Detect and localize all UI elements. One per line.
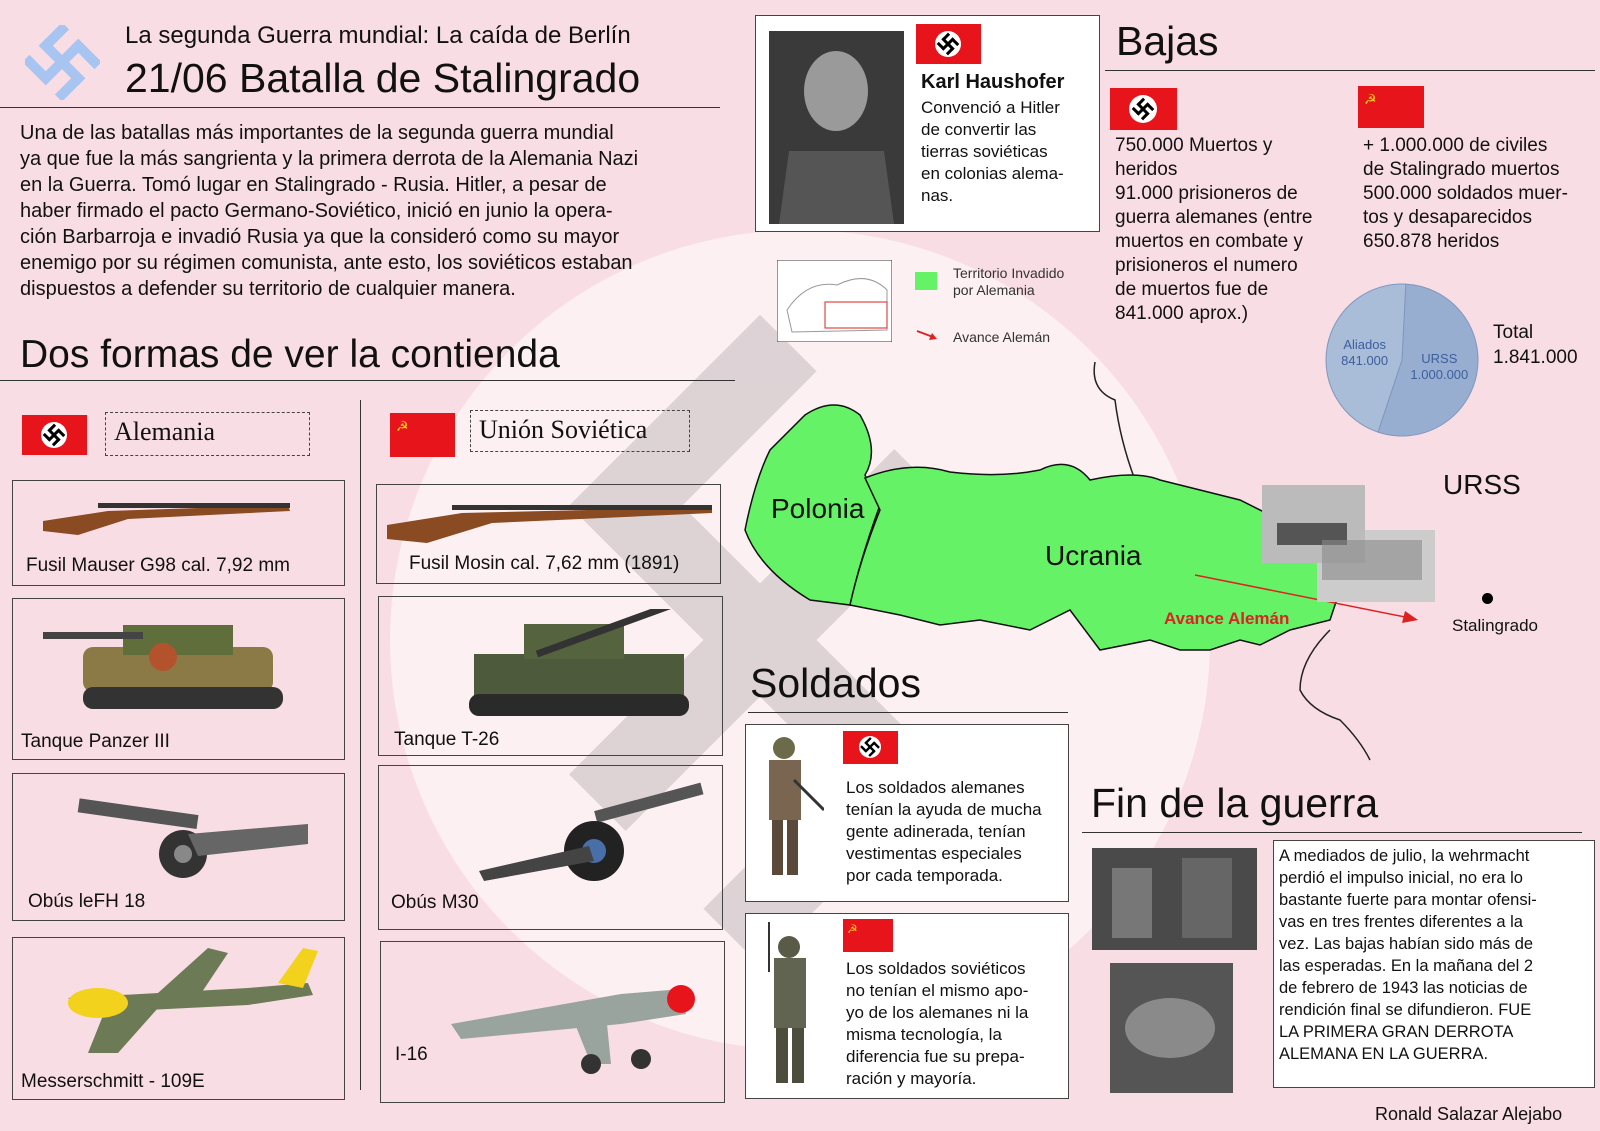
germany-howitzer-card: Obús leFH 18	[12, 773, 345, 921]
soviet-flag-icon	[843, 919, 893, 952]
nazi-flag-icon	[916, 24, 981, 64]
nazi-flag-icon	[843, 731, 898, 764]
pie-label-aliados: Aliados	[1343, 336, 1386, 352]
pie-label-urss: URSS	[1421, 351, 1458, 367]
territory-legend-swatch	[915, 272, 937, 290]
pie-value-aliados: 841.000	[1341, 352, 1389, 368]
column-divider	[360, 400, 361, 1090]
rifle-icon	[38, 491, 293, 536]
soviet-flag-icon	[1358, 86, 1424, 128]
pie-total: Total 1.841.000	[1493, 322, 1578, 368]
german-casualties: 750.000 Muertos y heridos 91.000 prisioneros de guerra alemanes (entre muertos en combate y prisioneros el numero de muertos fue de 841.000 aprox.)	[1115, 135, 1313, 324]
german-soldier-image	[754, 730, 824, 890]
pie-value-urss: 1.000.000	[1410, 367, 1469, 383]
rifle-icon	[382, 495, 717, 545]
advance-legend-label: Avance Alemán	[953, 329, 1051, 345]
stalingrado-dot	[1482, 593, 1493, 604]
map-label-ucrania: Ucrania	[1045, 540, 1142, 571]
comparison-heading: Dos formas de ver la contienda	[20, 333, 560, 376]
author: Ronald Salazar Alejabo	[1375, 1104, 1563, 1124]
soldados-heading: Soldados	[750, 660, 921, 706]
howitzer-icon	[73, 784, 313, 884]
haushofer-card: Karl Haushofer Convenció a Hitler de convertir las tierras soviéticas en colonias alema- nas.	[755, 15, 1100, 232]
arrow-legend-icon	[915, 328, 940, 342]
soviet-plane-card: I-16	[380, 941, 725, 1103]
soviet-soldier-card: ☭ Los soldados soviéticos no tenían el mismo apo- yo de los alemanes ni la misma tecnología, la diferencia fue su prepa- ración y mayoría.	[745, 913, 1069, 1099]
war-photo-2	[1110, 963, 1233, 1093]
nazi-flag-icon	[1110, 88, 1177, 130]
portrait-photo	[769, 31, 904, 224]
howitzer-icon	[474, 776, 714, 891]
territory-legend-label: Territorio Invadido por Alemania	[953, 265, 1065, 298]
tank-icon	[43, 607, 313, 717]
europe-minimap	[777, 260, 892, 342]
german-soldier-card: Los soldados alemanes tenían la ayuda de mucha gente adinerada, tenían vestimentas especiales por cada temporada.	[745, 724, 1069, 902]
nazi-flag-icon	[22, 415, 87, 455]
soviet-howitzer-card: Obús M30	[378, 765, 723, 930]
svg-text:☭: ☭	[1364, 92, 1377, 108]
soviet-casualties: + 1.000.000 de civiles de Stalingrado muertos 500.000 soldados muer- tos y desaparecidos 650.878 heridos	[1363, 135, 1568, 252]
soviet-tank-card: Tanque T-26	[378, 596, 723, 756]
fin-heading: Fin de la guerra	[1091, 780, 1379, 826]
map-arrow-label: Avance Alemán	[1164, 609, 1290, 628]
page-title: 21/06 Batalla de Stalingrado	[125, 55, 641, 101]
casualties-pie-chart	[1322, 280, 1482, 440]
page-subtitle: La segunda Guerra mundial: La caída de Berlín	[125, 22, 631, 49]
soviet-soldier-image	[754, 922, 824, 1092]
germany-rifle-card: Fusil Mauser G98 cal. 7,92 mm	[12, 480, 345, 586]
svg-text:☭: ☭	[396, 419, 409, 435]
map-label-urss: URSS	[1443, 469, 1521, 500]
soviet-flag-icon	[390, 413, 455, 457]
germany-tank-card: Tanque Panzer III	[12, 598, 345, 760]
swastika-logo-icon	[25, 25, 100, 100]
soviet-label: Unión Soviética	[470, 410, 690, 452]
plane-icon	[441, 954, 711, 1074]
fin-text-box: A mediados de julio, la wehrmacht perdió el impulso inicial, no era lo bastante fuerte para montar ofensi- vas en tres frentes diferentes a la vez. Las bajas habían sido más de las esperadas. En la mañana del 2 de febrero de 1943 las noticias de rendición final se difundieron. FUE LA PRIMERA GRAN DERROTA ALEMANA EN LA GUERRA.	[1273, 840, 1595, 1088]
map-label-stalingrado: Stalingrado	[1452, 616, 1539, 635]
battle-photos	[1262, 485, 1437, 605]
bajas-heading: Bajas	[1116, 18, 1219, 64]
map-label-polonia: Polonia	[771, 493, 865, 524]
plane-icon	[48, 943, 328, 1063]
tank-icon	[464, 609, 694, 724]
germany-plane-card: Messerschmitt - 109E	[12, 937, 345, 1100]
intro-text: Una de las batallas más importantes de la segunda guerra mundial ya que fue la más sangrienta y la primera derrota de la Alemania Nazi en la Guerra. Tomó lugar en Stalingrado - Rusia. Hitler, a pesar de haber firmado el pacto Germano-Soviético, inició en junio la opera- ción Barbarroja e invadió Rusia ya que la consideró como su mayor enemigo por su régimen comunista, ante esto, los soviéticos estaban dispuestos a defender su territorio de cualquier manera.	[20, 122, 639, 300]
germany-label: Alemania	[105, 412, 310, 456]
svg-text:☭: ☭	[847, 922, 858, 936]
war-photo-1	[1092, 848, 1257, 950]
soviet-rifle-card: Fusil Mosin cal. 7,62 mm (1891)	[376, 484, 721, 584]
